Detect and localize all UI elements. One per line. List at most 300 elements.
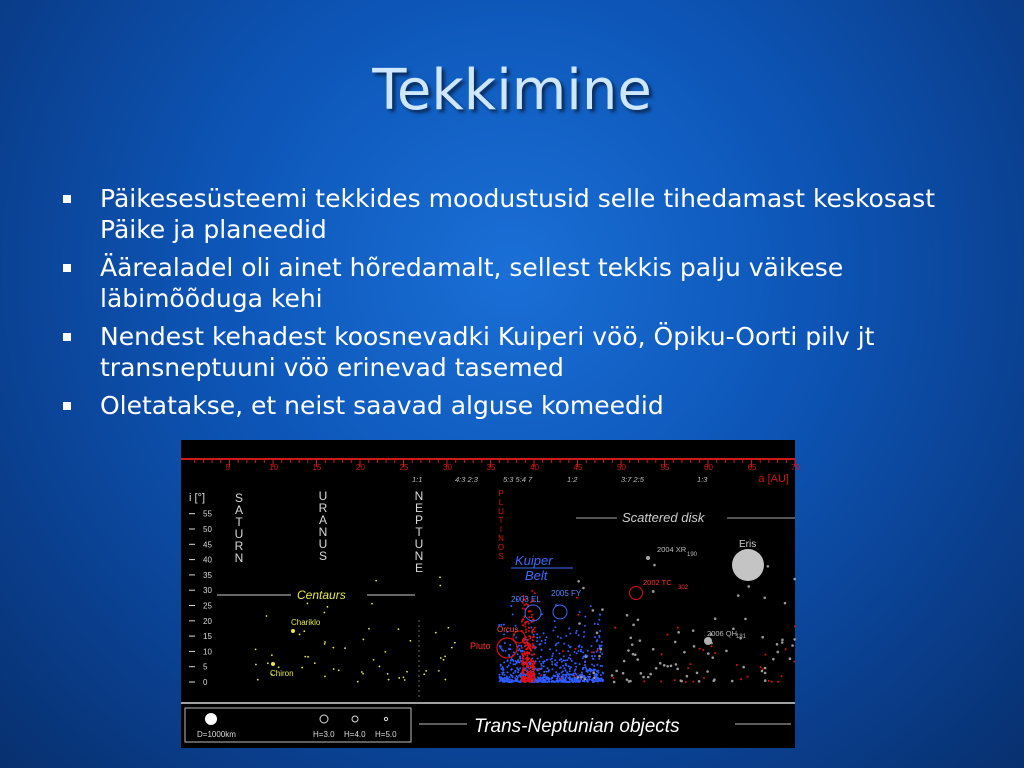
centaur-point (454, 642, 456, 644)
bullet-text: Äärealadel oli ainet hõredamalt, sellest tekkis palju väikese läbimõõduga kehi (100, 253, 844, 313)
kuiper-point (593, 681, 595, 683)
square-bullet-icon (63, 402, 71, 410)
scattered-point (601, 608, 604, 611)
kuiper-point (594, 623, 596, 625)
x-tick-label: 5 (225, 463, 230, 472)
kuiper-point (511, 658, 513, 660)
chariklo-label: Chariklo (291, 618, 321, 627)
scattered-point (793, 578, 796, 581)
x-axis-label: a [AU] (758, 473, 789, 485)
x-tick-label: 10 (269, 463, 278, 472)
plutino-point (528, 668, 530, 670)
plutino-point (527, 659, 529, 661)
centaur-point (357, 681, 359, 683)
kuiper-point (539, 643, 541, 645)
plutino-point (528, 627, 530, 629)
plutino-point (702, 649, 704, 651)
centaur-point (257, 679, 259, 681)
kuiper-point (574, 662, 576, 664)
kuiper-point (540, 663, 542, 665)
y-tick-label: 0 (203, 678, 208, 687)
2004xr-label: 2004 XR (657, 545, 687, 554)
kuiper-point (551, 661, 553, 663)
kuiper-point (591, 655, 593, 657)
kuiper-point (561, 661, 563, 663)
kuiper-point (598, 658, 600, 660)
plutino-point (532, 639, 534, 641)
kuiper-point (556, 662, 558, 664)
plutino-point (560, 677, 562, 679)
plutino-point (666, 634, 668, 636)
kuiper-point (572, 681, 574, 683)
kuiper-point (563, 674, 565, 676)
plutino-point (699, 648, 701, 650)
y-tick-label: 30 (203, 586, 212, 596)
plutino-point (531, 590, 533, 592)
plutino-point (660, 680, 662, 682)
centaur-point (435, 632, 437, 634)
centaur-point (375, 580, 377, 582)
plutino-point (534, 627, 536, 629)
plutino-point (736, 664, 738, 666)
plutino-point (768, 680, 770, 682)
planet-letter: E (414, 501, 424, 515)
plutino-point (532, 643, 534, 645)
kuiper-point (510, 681, 512, 683)
kuiper-point (594, 636, 596, 638)
plutino-point (527, 652, 529, 654)
scattered-point (631, 643, 634, 646)
plutino-point (794, 625, 796, 627)
scattered-point (585, 655, 588, 658)
neptune-label (415, 489, 424, 700)
kuiper-point (555, 680, 557, 682)
plutino-point (528, 643, 530, 645)
kuiper-point (582, 667, 584, 669)
y-tick-label: 45 (203, 540, 212, 550)
kuiper-point (594, 669, 596, 671)
kuiper-point (573, 673, 575, 675)
plutino-point (525, 621, 527, 623)
kuiper-point (565, 635, 567, 637)
legend-h4-circle (352, 716, 358, 722)
kuiper-point (599, 646, 601, 648)
kuiper-point (500, 665, 502, 667)
kuiper-point (544, 642, 546, 644)
kuiper-belt-label: Kuiper (515, 553, 553, 568)
scattered-point (767, 565, 770, 568)
kuiper-point (587, 676, 589, 678)
plutino-point (533, 669, 535, 671)
scattered-point (639, 639, 642, 642)
scattered-point (663, 664, 666, 667)
plutino-point (532, 654, 534, 656)
uranus-label (319, 489, 328, 563)
kuiper-point (574, 677, 576, 679)
kuiper-point (576, 652, 578, 654)
kuiper-point (513, 681, 515, 683)
kuiper-point (567, 650, 569, 652)
scattered-point (593, 677, 596, 680)
x-tick-label: 45 (573, 463, 583, 472)
y-tick-label: 20 (203, 616, 212, 626)
kuiper-point (581, 671, 583, 673)
kuiper-point (558, 675, 560, 677)
plutino-point (533, 661, 535, 663)
centaur-point (404, 679, 406, 681)
kuiper-point (517, 671, 519, 673)
kuiper-point (554, 626, 556, 628)
centaur-point (398, 628, 400, 630)
centaur-point (299, 634, 301, 636)
plutino-point (531, 614, 533, 616)
scattered-point (592, 671, 595, 674)
plutino-point (523, 616, 525, 618)
kuiper-point (554, 659, 556, 661)
plutino-point (528, 616, 530, 618)
plutino-point (760, 666, 762, 668)
plutino-point (785, 648, 787, 650)
kuiper-point (562, 659, 564, 661)
kuiper-point (571, 660, 573, 662)
centaur-point (344, 647, 346, 649)
centaur-point (438, 670, 440, 672)
scattered-point (698, 680, 701, 683)
plutino-point (532, 628, 534, 630)
plutino-point (525, 662, 527, 664)
kuiper-point (569, 646, 571, 648)
2006qh-sub: 181 (736, 634, 747, 640)
scattered-point (640, 672, 643, 675)
scattered-point (761, 636, 764, 639)
plutino-point (522, 653, 524, 655)
centaur-point (439, 585, 441, 587)
plutino-point (526, 644, 528, 646)
kuiper-point (601, 641, 603, 643)
x-tick-label: 35 (486, 463, 496, 472)
plutino-point (524, 623, 526, 625)
plutino-point (703, 677, 705, 679)
centaur-point (362, 639, 364, 641)
kuiper-point (557, 642, 559, 644)
kuiper-point (552, 653, 554, 655)
plutino-point (531, 645, 533, 647)
plutino-point (532, 618, 534, 620)
scattered-point (683, 651, 686, 654)
centaur-point (423, 673, 425, 675)
plutino-point (591, 651, 593, 653)
plutino-point (573, 675, 575, 677)
scattered-point (781, 639, 784, 642)
centaur-point (403, 676, 405, 678)
planet-letter: T (498, 516, 504, 525)
kuiper-point (557, 679, 559, 681)
bullet-text: Päikesesüsteemi tekkides moodustusid selle tihedamast keskosast Päike ja planeedid (100, 184, 935, 244)
planet-letter: L (498, 498, 504, 507)
scattered-point (580, 676, 583, 679)
tno-figure (181, 440, 800, 748)
scattered-disk-label: Scattered disk (622, 510, 705, 525)
kuiper-point (572, 678, 574, 680)
chiron-point (271, 662, 275, 666)
plutino-point (777, 681, 779, 683)
planet-letter: N (318, 525, 328, 539)
plutino-point (531, 665, 533, 667)
bullet-text: Nendest kehadest koosnevadki Kuiperi vöö, Öpiku-Oorti pilv jt transneptuuni vöö erinevad tasemed (100, 322, 875, 382)
scattered-point (596, 632, 599, 635)
kuiper-point (578, 634, 580, 636)
kuiper-point (599, 636, 601, 638)
scattered-point (674, 641, 677, 644)
legend-h3-circle (320, 715, 328, 723)
kuiper-point (565, 681, 567, 683)
kuiper-point (510, 669, 512, 671)
plutino-point (528, 630, 530, 632)
centaur-point (266, 615, 268, 617)
kuiper-point (570, 674, 572, 676)
kuiper-point (544, 660, 546, 662)
scattered-point (711, 656, 714, 659)
kuiper-point (588, 679, 590, 681)
kuiper-point (551, 668, 553, 670)
chariklo-point (291, 629, 295, 633)
kuiper-point (591, 645, 593, 647)
scattered-point (675, 663, 678, 666)
scattered-point (747, 585, 750, 588)
plutino-point (781, 675, 783, 677)
scattered-point (776, 651, 779, 654)
plutino-point (521, 671, 523, 673)
centaur-point (444, 679, 446, 681)
plutino-point (661, 653, 663, 655)
planet-letter: N (414, 549, 424, 563)
x-tick-label: 50 (617, 463, 626, 472)
kuiper-point (552, 630, 554, 632)
2005fy-circle (553, 605, 567, 619)
kuiper-point (563, 667, 565, 669)
kuiper-point (601, 678, 603, 680)
kuiper-point (529, 663, 531, 665)
planet-letter: T (235, 515, 243, 529)
kuiper-point (535, 680, 537, 682)
plutino-point (531, 662, 533, 664)
kuiper-point (561, 672, 563, 674)
kuiper-point (576, 630, 578, 632)
scattered-point (598, 655, 601, 658)
scattered-point (626, 678, 629, 681)
planet-letter: N (414, 489, 424, 503)
kuiper-point (562, 676, 564, 678)
centaur-point (444, 655, 446, 657)
centaur-point (324, 641, 326, 643)
centaur-point (362, 673, 364, 675)
centaur-point (387, 673, 389, 675)
scattered-point (725, 650, 728, 653)
tno-diagram (181, 440, 800, 748)
kuiper-point (591, 664, 593, 666)
centaur-point (440, 657, 442, 659)
scattered-point (692, 629, 695, 632)
kuiper-point (508, 648, 510, 650)
kuiper-point (596, 640, 598, 642)
centaur-point (304, 656, 306, 658)
kuiper-point (597, 672, 599, 674)
x-tick-label: 20 (356, 463, 365, 472)
kuiper-point (587, 650, 589, 652)
y-tick-labels (189, 510, 212, 687)
centaur-point (384, 651, 386, 653)
plutino-point (740, 678, 742, 680)
legend-d1000-disk (205, 713, 217, 725)
kuiper-point (575, 666, 577, 668)
plutino-point (531, 616, 533, 618)
kuiper-point (502, 674, 504, 676)
centaur-point (324, 643, 326, 645)
kuiper-point (505, 650, 507, 652)
scattered-point (629, 636, 632, 639)
kuiper-point (564, 660, 566, 662)
legend-h4-label: H=4.0 (344, 730, 366, 739)
plutino-point (521, 660, 523, 662)
kuiper-point (584, 660, 586, 662)
plutino-point (677, 627, 679, 629)
pluto-label: Pluto (470, 641, 491, 651)
resonance-label: 4:3 2:3 (455, 475, 478, 484)
planet-letter: U (234, 527, 244, 541)
scattered-point (632, 653, 635, 656)
planet-letter: P (414, 513, 424, 527)
kuiper-point (555, 644, 557, 646)
kuiper-point (578, 650, 580, 652)
scattered-point (744, 618, 747, 621)
kuiper-point (539, 636, 541, 638)
kuiper-point (541, 665, 543, 667)
kuiper-point (555, 650, 557, 652)
y-tick-label: 10 (203, 647, 212, 657)
bullet-list (60, 183, 980, 428)
kuiper-point (551, 676, 553, 678)
kuiper-point (548, 680, 550, 682)
kuiper-point (569, 633, 571, 635)
kuiper-point (551, 663, 553, 665)
kuiper-point (540, 678, 542, 680)
plutino-point (522, 657, 524, 659)
scattered-point (791, 644, 794, 647)
centaur-point (406, 671, 408, 673)
plutino-point (643, 680, 645, 682)
kuiper-point (551, 655, 553, 657)
kuiper-point (499, 647, 501, 649)
kuiper-point (584, 616, 586, 618)
plutino-point (533, 647, 535, 649)
bullet-item (60, 321, 980, 383)
2006qh-label: 2006 QH (707, 629, 738, 638)
kuiper-point (543, 632, 545, 634)
plutino-point (533, 676, 535, 678)
resonance-label: 3:7 2:5 (621, 475, 644, 484)
scattered-point (577, 580, 580, 583)
kuiper-point (543, 679, 545, 681)
kuiper-point (584, 664, 586, 666)
kuiper-point (537, 669, 539, 671)
kuiper-point (504, 674, 506, 676)
kuiper-point (514, 671, 516, 673)
kuiper-point (583, 636, 585, 638)
kuiper-point (580, 650, 582, 652)
centaur-point (379, 666, 381, 668)
kuiper-point (541, 677, 543, 679)
kuiper-point (536, 640, 538, 642)
centaur-point (323, 612, 325, 614)
kuiper-point (507, 681, 509, 683)
scattered-point (666, 665, 669, 668)
plutino-point (533, 666, 535, 668)
scattered-point (742, 666, 745, 669)
centaur-point (451, 647, 453, 649)
scattered-points (577, 564, 796, 683)
kuiper-point (566, 671, 568, 673)
plutino-point (530, 650, 532, 652)
plutino-point (533, 679, 535, 681)
centaur-point (324, 676, 326, 678)
kuiper-point (568, 657, 570, 659)
kuiper-point (517, 653, 519, 655)
scattered-point (636, 658, 639, 661)
x-tick-label: 55 (660, 463, 670, 472)
scattered-point (764, 679, 767, 682)
scattered-point (592, 609, 595, 612)
planet-letter: S (318, 549, 328, 563)
kuiper-point (582, 680, 584, 682)
kuiper-point (587, 671, 589, 673)
plutino-point (530, 670, 532, 672)
planet-letter: A (234, 503, 244, 517)
kuiper-point (505, 677, 507, 679)
kuiper-point (545, 676, 547, 678)
kuiper-point (508, 654, 510, 656)
y-tick-label: 35 (203, 570, 212, 580)
centaur-point (373, 659, 375, 661)
centaur-point (447, 627, 449, 629)
x-tick-label: 25 (399, 463, 409, 472)
kuiper-point (515, 637, 517, 639)
kuiper-point (555, 664, 557, 666)
centaur-point (371, 603, 373, 605)
kuiper-point (541, 649, 543, 651)
plutino-point (529, 661, 531, 663)
plutino-point (597, 650, 599, 652)
centaur-point (332, 647, 334, 649)
kuiper-point (576, 680, 578, 682)
kuiper-point (586, 678, 588, 680)
scattered-point (677, 631, 680, 634)
scattered-point (772, 658, 775, 661)
planet-letter: N (498, 534, 504, 543)
plutino-point (614, 627, 616, 629)
plutino-point (526, 666, 528, 668)
kuiper-point (590, 671, 592, 673)
plutino-point (522, 608, 524, 610)
kuiper-point (546, 659, 548, 661)
legend-d-label: D=1000km (197, 730, 236, 739)
centaur-points (255, 576, 456, 682)
kuiper-point (553, 674, 555, 676)
2004xr-point (646, 556, 650, 560)
scattered-point (632, 624, 635, 627)
centaur-point (255, 649, 257, 651)
kuiper-point (501, 672, 503, 674)
planet-letter: U (414, 537, 424, 551)
